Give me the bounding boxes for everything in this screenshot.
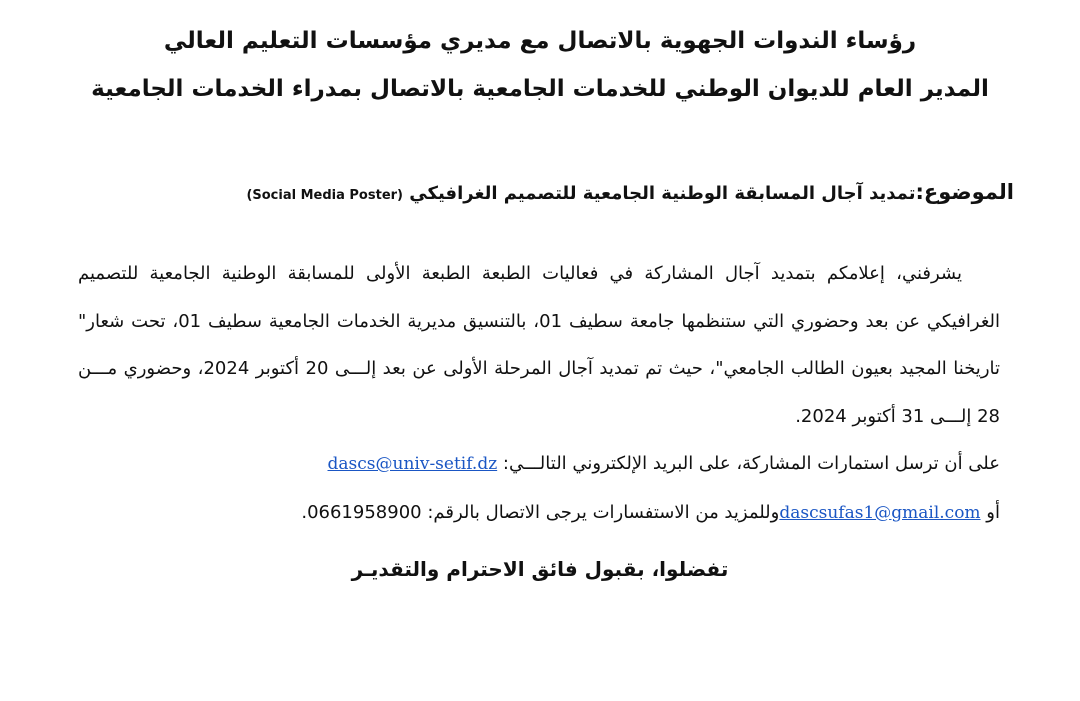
clipped-bottom-line xyxy=(922,667,930,701)
letter-body xyxy=(78,250,1000,537)
body-paragraph: يشرفني، إعلامكم بتمديد آجال المشاركة في فعاليات الطبعة الطبعة الأولى للمسابقة الوطنية الجامعية للتصميم الغرافيكي عن بعد وحضوري التي ستنظمها جامعة سطيف 01، بالتنسيق مديرية الخدمات الجامعية سطيف 01، تحت شعار" تاريخنا المجيد بعيون الطالب الجامعي"، حيث تم تمديد آجال المرحلة الأولى عن بعد إلـــى 20 أكتوبر 2024، وحضوري مـــن 28 إلـــى 31 أكتوبر 2024. xyxy=(78,263,1001,427)
closing-line: تفضلوا، بقبول فائق الاحترام والتقديـر xyxy=(351,557,729,581)
subject-label: الموضوع: xyxy=(915,180,1014,204)
email-link-1[interactable]: dascs@univ-setif.dz xyxy=(327,454,498,474)
contact-suffix: وللمزيد من الاستفسارات يرجى الاتصال بالرقم: 0661958900. xyxy=(301,501,780,523)
email-line xyxy=(78,440,1000,489)
clipped-top-line xyxy=(0,0,1080,8)
subject-line xyxy=(130,175,1014,213)
addressee-line-2: المدير العام للديوان الوطني للخدمات الجامعية بالاتصال بمدراء الخدمات الجامعية xyxy=(91,76,989,102)
addressee-line-1: رؤساء الندوات الجهوية بالاتصال مع مديري مؤسسات التعليم العالي xyxy=(163,28,917,54)
contact-line xyxy=(78,489,1000,538)
email-line-prefix: على أن ترسل استمارات المشاركة، على البريد الإلكتروني التالـــي: xyxy=(502,453,1000,474)
contact-prefix: أو xyxy=(986,501,1000,523)
email-link-2[interactable]: dascsufas1@gmail.com xyxy=(779,502,981,523)
subject-text: تمديد آجال المسابقة الوطنية الجامعية للتصميم الغرافيكي xyxy=(409,183,916,204)
subject-latin-text: (Social Media Poster) xyxy=(246,188,403,203)
